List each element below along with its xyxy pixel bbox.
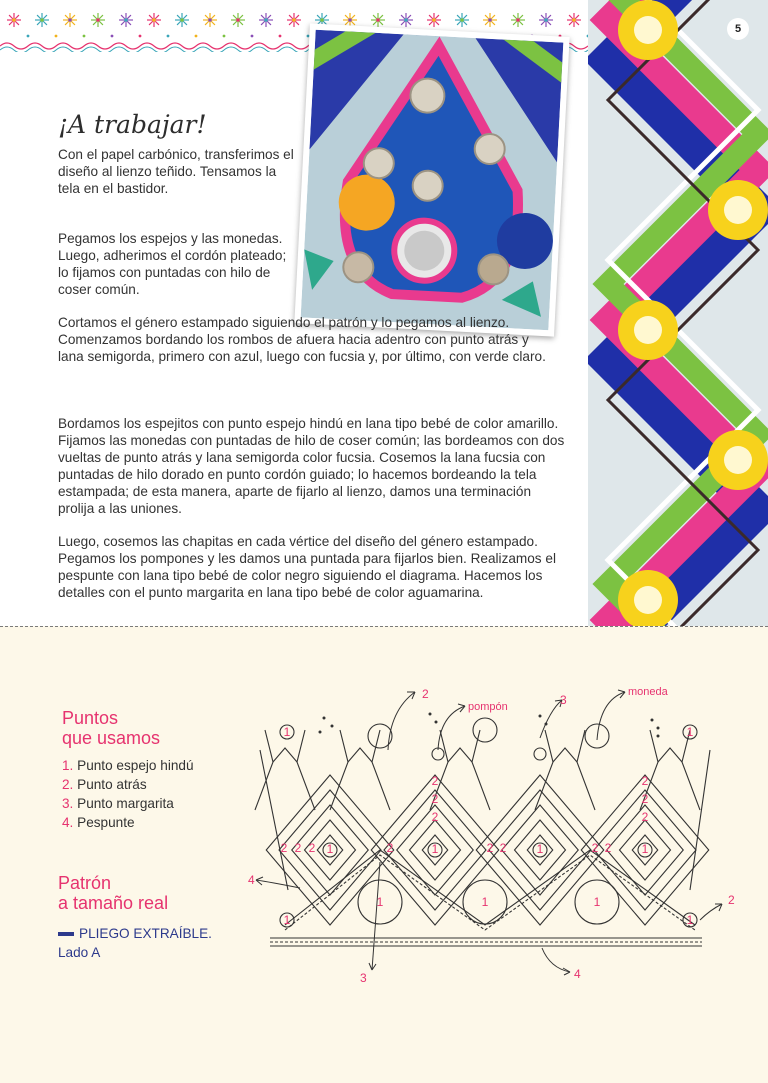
border-flower-icon — [35, 13, 49, 27]
list-item — [62, 813, 194, 832]
pattern-dot — [331, 725, 334, 728]
pattern-stem — [472, 762, 490, 810]
instruction-paragraph-2: Pegamos los espejos y las monedas. Luego, adherimos el cordón plateado; lo fijamos con puntadas con hilo de coser común. — [58, 231, 287, 297]
border-dot — [167, 35, 170, 38]
stitches-title-line2: que usamos — [62, 728, 161, 748]
stitch-marker-label: 1 — [686, 913, 694, 927]
pattern-edge — [260, 750, 288, 890]
pattern-tulip — [545, 730, 585, 762]
border-dot — [111, 35, 114, 38]
stitches-title-line1: Puntos — [62, 708, 119, 728]
diagram-label-3-top: 3 — [560, 693, 567, 707]
pattern-edge — [690, 750, 710, 890]
stitch-label: Punto espejo hindú — [77, 758, 194, 773]
mirror-center — [724, 196, 752, 224]
border-flower-icon — [539, 13, 553, 27]
border-flower-icon — [7, 13, 21, 27]
border-flower-icon — [147, 13, 161, 27]
pattern-dot — [657, 735, 660, 738]
pattern-dot — [429, 713, 432, 716]
mirror-center — [634, 16, 662, 44]
stitch-marker-label: 1 — [283, 913, 291, 927]
border-dot — [83, 35, 86, 38]
stitch-marker-label: 1 — [641, 842, 649, 856]
insert-note — [58, 924, 212, 962]
border-dot — [223, 35, 226, 38]
border-flower-icon — [399, 13, 413, 27]
border-dot — [27, 35, 30, 38]
section-title: ¡A trabajar! — [58, 110, 207, 139]
stitch-marker-label: 2 — [294, 841, 302, 855]
pattern-dot — [651, 719, 654, 722]
stitch-number: 2. — [62, 777, 74, 792]
instruction-paragraph-3: Cortamos el género estampado siguiendo el patrón y lo pegamos al lienzo. Comenzamos bordando los rombos de afuera hacia adentro con punto atrás y lana semigorda, primero con azul, luego con fucsia y, por último, con verde claro. — [58, 315, 546, 364]
stitch-marker-label: 2 — [431, 810, 439, 824]
border-flower-icon — [427, 13, 441, 27]
border-flower-icon — [567, 13, 581, 27]
diagram-label-2-right: 2 — [728, 893, 735, 907]
border-dot — [139, 35, 142, 38]
border-flower-icon — [175, 13, 189, 27]
pattern-title-line1: Patrón — [58, 873, 112, 893]
instruction-paragraph-5: Luego, cosemos las chapitas en cada vértice del diseño del género estampado. Pegamos los pompones y les damos una puntada para fijarlos bien. Realizamos el pespunte con lana tipo bebé de color negro siguiendo el diagrama. Hacemos los detalles con el punto margarita en lana tipo bebé de color aguamarina. — [58, 534, 556, 600]
stitch-marker-label: 2 — [499, 841, 507, 855]
diagram-label-pompon: pompón — [468, 701, 508, 713]
stitch-marker-label: 2 — [486, 841, 494, 855]
stitch-marker-label: 1 — [376, 895, 384, 909]
stitch-marker-label: 1 — [431, 842, 439, 856]
stitch-marker-label: 2 — [280, 841, 288, 855]
pattern-dot — [435, 721, 438, 724]
stitch-marker-label: 1 — [536, 842, 544, 856]
border-flower-icon — [91, 13, 105, 27]
mirror-center — [634, 316, 662, 344]
stitch-marker-label: 2 — [591, 841, 599, 855]
list-item — [62, 756, 194, 775]
border-flower-icon — [259, 13, 273, 27]
stitch-marker-label: 1 — [481, 895, 489, 909]
stitch-label: Pespunte — [77, 815, 135, 830]
mirror-center — [634, 586, 662, 614]
stitch-marker-label: 2 — [604, 841, 612, 855]
border-flower-icon — [455, 13, 469, 27]
pattern-stem — [372, 762, 390, 810]
pattern-circle — [534, 748, 546, 760]
stitches-title — [62, 708, 160, 748]
stitch-marker-label: 2 — [641, 792, 649, 806]
border-flower-icon — [483, 13, 497, 27]
border-flower-icon — [371, 13, 385, 27]
pattern-stem — [577, 762, 595, 810]
border-flower-icon — [231, 13, 245, 27]
pattern-dot — [539, 715, 542, 718]
insert-side: Lado A — [58, 945, 101, 960]
diagram-label-4-left: 4 — [248, 873, 255, 887]
stitch-marker-label: 1 — [283, 725, 291, 739]
stitch-marker-label: 2 — [386, 841, 394, 855]
pattern-dot — [657, 727, 660, 730]
list-item — [62, 775, 194, 794]
border-flower-icon — [287, 13, 301, 27]
insert-label: PLIEGO EXTRAÍBLE. — [79, 926, 212, 941]
stitches-list — [62, 756, 194, 832]
pattern-stem — [330, 762, 348, 810]
border-flower-icon — [203, 13, 217, 27]
stitch-marker-label: 2 — [431, 774, 439, 788]
diagram-label-4-bottom: 4 — [574, 967, 581, 981]
embroidery-detail-photo — [588, 0, 768, 626]
border-dot — [251, 35, 254, 38]
diagram-label-moneda: moneda — [628, 686, 668, 698]
pattern-dot — [319, 731, 322, 734]
instruction-paragraph-4: Bordamos los espejitos con punto espejo hindú en lana tipo bebé de color amarillo. Fijamos las monedas con puntadas de hilo de coser común; las bordeamos con dos vueltas de punto atrás y lana semigorda color fucsia. Cosemos la lana fucsia con puntadas de hilo dorado en punto cordón guiado; lo hacemos bordeando la tela estampada; de esta manera, aparte de fijarlo al lienzo, damos una terminación prolija a las uniones. — [58, 416, 565, 516]
stitch-label: Punto margarita — [77, 796, 174, 811]
page-number: 5 — [727, 18, 749, 40]
stitch-marker-label: 2 — [641, 810, 649, 824]
pattern-dot — [323, 717, 326, 720]
border-flower-icon — [119, 13, 133, 27]
border-dot — [279, 35, 282, 38]
pattern-title — [58, 873, 168, 913]
stitch-label: Punto atrás — [77, 777, 147, 792]
diagram-label-3-bottom: 3 — [360, 971, 367, 985]
border-dot — [55, 35, 58, 38]
stitch-marker-label: 2 — [641, 774, 649, 788]
pattern-stem — [682, 762, 700, 810]
stitch-number: 3. — [62, 796, 74, 811]
stitch-marker-label: 1 — [686, 725, 694, 739]
mirrors-coins-photo — [294, 23, 569, 336]
pattern-circle — [473, 718, 497, 742]
stitch-number: 4. — [62, 815, 74, 830]
stitch-marker-label: 2 — [431, 792, 439, 806]
pattern-title-line2: a tamaño real — [58, 893, 169, 913]
stitch-marker-label: 2 — [308, 841, 316, 855]
mirror-center — [724, 446, 752, 474]
mirrors-coins-illustration — [301, 30, 564, 331]
dashed-divider — [0, 626, 768, 627]
stitch-marker-label: 1 — [593, 895, 601, 909]
border-dot — [195, 35, 198, 38]
list-item — [62, 794, 194, 813]
instruction-paragraph-1: Con el papel carbónico, transferimos el diseño al lienzo teñido. Tensamos la tela en el bastidor. — [58, 147, 294, 196]
diagram-label-2-top: 2 — [422, 687, 429, 701]
insert-bar-icon — [58, 932, 74, 936]
border-flower-icon — [63, 13, 77, 27]
border-flower-icon — [511, 13, 525, 27]
stitch-number: 1. — [62, 758, 74, 773]
stitch-marker-label: 1 — [326, 842, 334, 856]
pattern-diagram — [240, 670, 750, 1000]
